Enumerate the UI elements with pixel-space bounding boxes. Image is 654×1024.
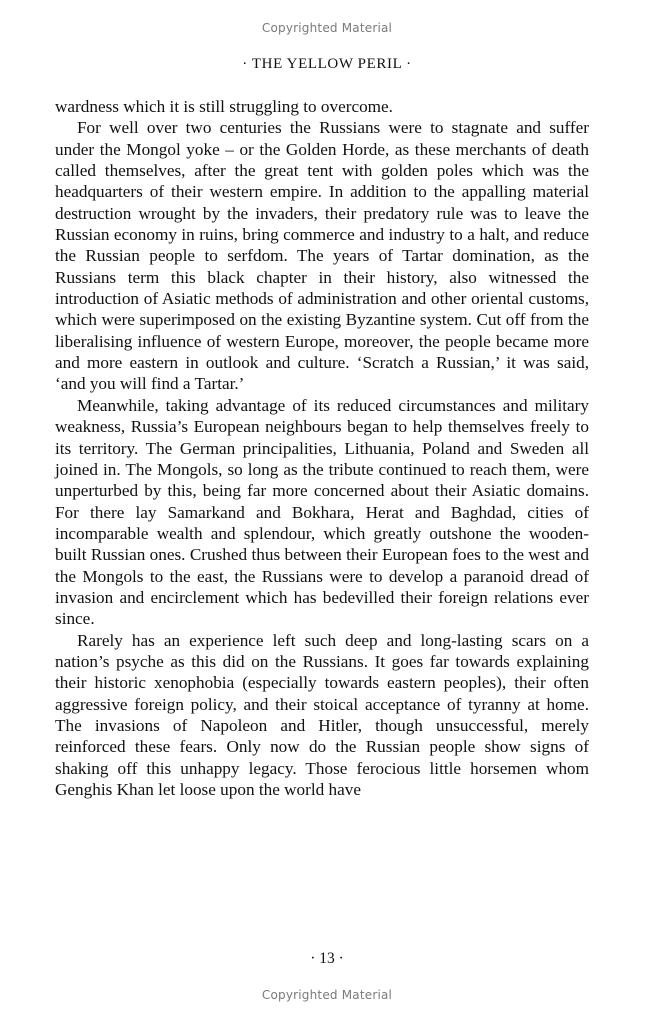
page-number: · 13 ·: [310, 950, 344, 967]
paragraph: Meanwhile, taking advantage of its reduced circumstances and military weakness, Russia’s European neighbours began to help themselves freely to its territory. The German principalities, Lithuania, Poland and Sweden all joined in. The Mongols, so long as the tribute continued to reach them, were unperturbed by this, being far more concerned about their Asiatic domains. For there lay Samarkand and Bokhara, Herat and Baghdad, cities of incomparable wealth and splendour, which greatly outshone the wooden-built Russian ones. Crushed thus between their European foes to the west and the Mongols to the east, the Russians were to develop a paranoid dread of invasion and encirclement which has bedevilled their foreign relations ever since.: [55, 395, 589, 629]
running-head: · THE YELLOW PERIL ·: [242, 56, 412, 72]
copyright-watermark-top: Copyrighted Material: [261, 21, 393, 35]
paragraph: Rarely has an experience left such deep and long-lasting scars on a nation’s psyche as this did on the Russians. It goes far towards explaining their historic xenophobia (especially towards eastern peoples), their often aggressive foreign policy, and their stoical acceptance of tyranny at home. The invasions of Napoleon and Hitler, though unsuccessful, merely reinforced these fears. Only now do the Russian people show signs of shaking off this unhappy legacy. Those ferocious little horsemen whom Genghis Khan let loose upon the world have: [55, 630, 589, 799]
paragraph-continuation: wardness which it is still struggling to overcome.: [55, 97, 393, 116]
body-text: [55, 96, 589, 800]
copyright-watermark-bottom: Copyrighted Material: [261, 988, 393, 1002]
paragraph: For well over two centuries the Russians were to stagnate and suffer under the Mongol yoke – or the Golden Horde, as these merchants of death called themselves, after the great tent with golden poles which was the headquarters of their western empire. In addition to the appalling material destruction wrought by the invaders, their predatory rule was to leave the Russian economy in ruins, bring commerce and industry to a halt, and reduce the Russian people to serfdom. The years of Tartar domination, as the Russians term this black chapter in their history, also witnessed the introduction of Asiatic methods of administration and other oriental customs, which were superimposed on the existing Byzantine system. Cut off from the liberalising influence of western Europe, moreover, the people became more and more eastern in outlook and culture. ‘Scratch a Russian,’ it was said, ‘and you will find a Tartar.’: [55, 118, 589, 394]
